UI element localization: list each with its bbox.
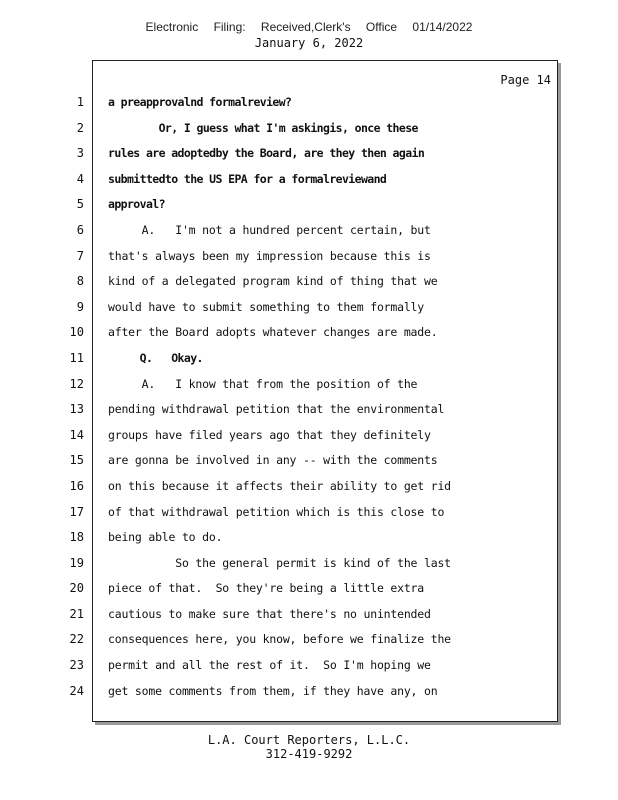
line-number: 12 (69, 376, 84, 391)
transcript-line: cautious to make sure that there's no unintended (108, 606, 431, 621)
line-number: 2 (76, 120, 84, 135)
page-number: Page 14 (500, 73, 551, 87)
transcript-line: being able to do. (108, 530, 223, 545)
transcript-line: rules are adoptedby the Board, are they then again (108, 146, 425, 161)
line-number: 9 (76, 299, 84, 314)
transcript-line: of that withdrawal petition which is this close to (108, 504, 445, 519)
transcript-line: that's always been my impression because this is (108, 248, 431, 263)
transcript-line: A. I'm not a hundred percent certain, but (108, 222, 431, 237)
transcript-line: Or, I guess what I'm askingis, once these (108, 120, 418, 135)
transcript-line: groups have filed years ago that they definitely (108, 427, 431, 442)
footer (0, 733, 618, 761)
line-number: 4 (76, 171, 84, 186)
line-number: 5 (76, 197, 84, 212)
line-number: 18 (69, 530, 84, 545)
stamp-office: Office (365, 20, 398, 34)
line-number: 13 (69, 402, 84, 417)
transcript-line: submittedto the US EPA for a formalreviewand (108, 171, 387, 186)
line-number: 19 (69, 555, 84, 570)
transcript-line: on this because it affects their ability to get rid (108, 478, 451, 493)
footer-phone: 312-419-9292 (265, 747, 353, 761)
stamp-electronic: Electronic (145, 20, 199, 34)
line-number: 10 (69, 325, 84, 340)
line-number: 14 (69, 427, 84, 442)
line-number: 8 (76, 274, 84, 289)
line-number: 3 (76, 146, 84, 161)
line-number: 15 (69, 453, 84, 468)
transcript-line: A. I know that from the position of the (108, 376, 418, 391)
transcript-line: consequences here, you know, before we finalize the (108, 632, 451, 647)
transcript-line: Q. Okay. (108, 350, 203, 365)
stamp-date: 01/14/2022 (412, 20, 473, 34)
stamp-filing: Filing: (213, 20, 246, 34)
line-number-column (60, 90, 90, 704)
footer-company: L.A. Court Reporters, L.L.C. (207, 733, 411, 747)
transcript-text (108, 90, 548, 704)
line-number: 23 (69, 658, 84, 673)
line-number: 22 (69, 632, 84, 647)
line-number: 11 (69, 350, 84, 365)
transcript-line: piece of that. So they're being a little extra (108, 581, 425, 596)
line-number: 1 (76, 95, 84, 109)
line-number: 7 (76, 248, 84, 263)
line-number: 20 (69, 581, 84, 596)
line-number: 6 (76, 222, 84, 237)
transcript-line: a preapprovalnd formalreview? (108, 95, 292, 109)
transcript-line: kind of a delegated program kind of thing that we (108, 274, 438, 289)
transcript-line: permit and all the rest of it. So I'm hoping we (108, 658, 431, 673)
transcript-line: approval? (108, 197, 165, 212)
transcript-line: So the general permit is kind of the last (108, 555, 451, 570)
transcript-line: pending withdrawal petition that the environmental (108, 402, 445, 417)
transcript-line: are gonna be involved in any -- with the comments (108, 453, 438, 468)
line-number: 16 (69, 478, 84, 493)
stamp-received: Received,Clerk's (260, 20, 351, 34)
line-number: 21 (69, 606, 84, 621)
transcript-line: after the Board adopts whatever changes are made. (108, 325, 438, 340)
transcript-line: would have to submit something to them formally (108, 299, 425, 314)
line-number: 17 (69, 504, 84, 519)
electronic-filing-stamp (0, 20, 618, 34)
transcript-line: get some comments from them, if they have any, on (108, 683, 438, 698)
transcript-date: January 6, 2022 (254, 36, 364, 50)
line-number: 24 (69, 683, 84, 698)
